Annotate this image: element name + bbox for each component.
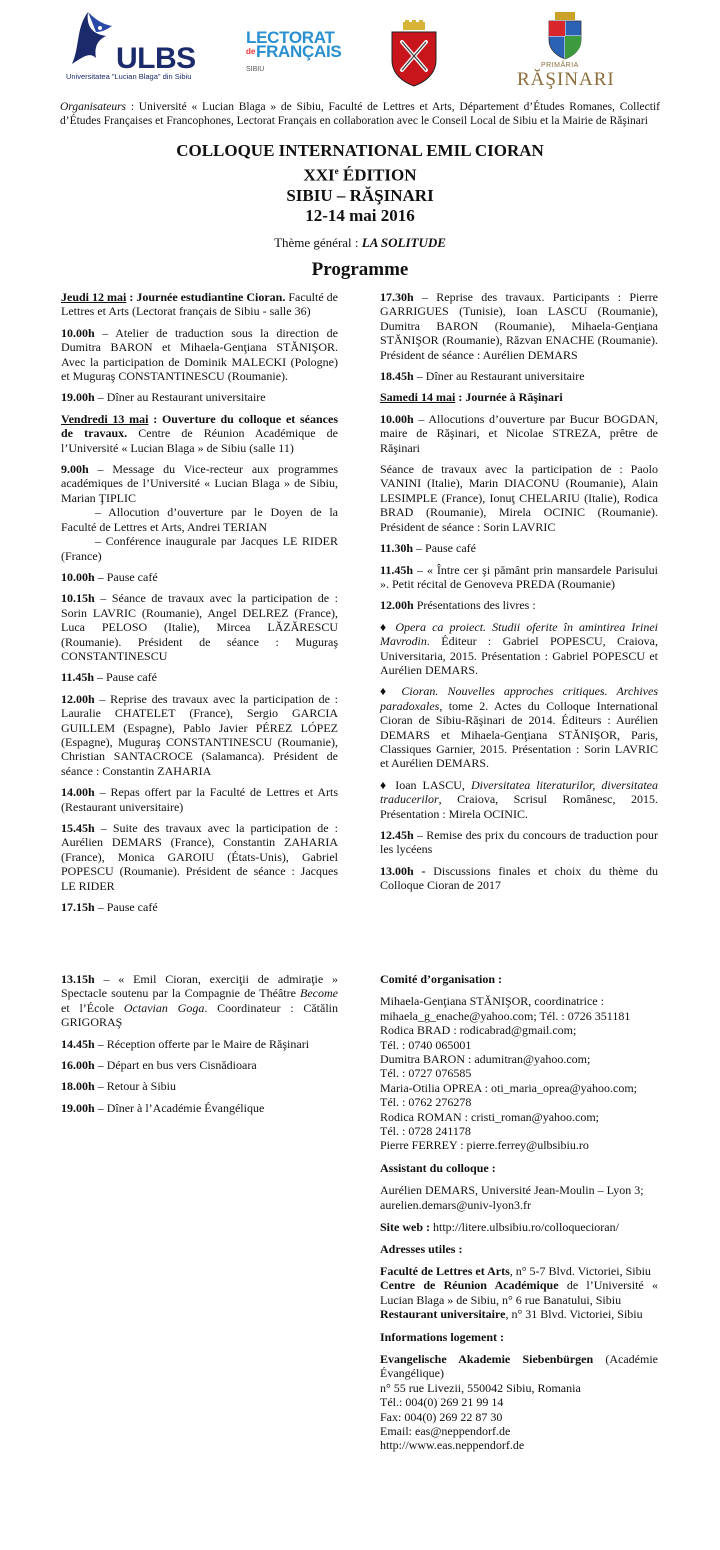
book-item: ♦ Ioan LASCU, Diversitatea literaturilor, diversitatea traducerilor, Craiova, Scrisul Românesc, 2015. Présentation : Mirela OCINIC.: [380, 777, 659, 821]
ulbs-subtitle: Universitatea "Lucian Blaga" din Sibiu: [66, 72, 192, 81]
dates: 12-14 mai 2016: [305, 205, 415, 225]
event-item: 13.00h - Discussions finales et choix du thème du Colloque Cioran de 2017: [380, 863, 658, 893]
lodging-line: Evangelische Akademie Siebenbürgen (Académie Évangélique): [380, 1351, 658, 1381]
lodging-line: Fax: 004(0) 269 22 87 30: [380, 1409, 503, 1424]
event-item: 10.15h – Séance de travaux avec la participation de : Sorin LAVRIC (Roumanie), Angel DELREZ (France), Luca PELOSO (Italie), Mircea LĂZĂRESCU (Roumanie). Président de séance : Muguraş CONSTANTINESCU: [61, 591, 338, 663]
event-item: 14.00h – Repas offert par la Faculté de Lettres et Arts (Restaurant universitaire): [61, 785, 338, 814]
contact-line[interactable]: Pierre FERREY : pierre.ferrey@ulbsibiu.ro: [380, 1138, 589, 1153]
diamond-bullet-icon: ♦: [380, 777, 396, 792]
contact-line: Tél. : 0728 241178: [380, 1124, 471, 1139]
address-line: Centre de Réunion Académique de l’Université « Lucian Blaga » de Sibiu, n° 6 rue Banatului, Sibiu: [380, 1278, 658, 1307]
event-item: 11.30h – Pause café: [380, 541, 476, 556]
event-item: 19.00h – Dîner au Restaurant universitaire: [61, 390, 266, 405]
event-item: 12.00h – Reprise des travaux avec la participation de : Lauralie CHATELET (France), Sergio GARCIA GUILLEM (Espagne), Pablo Javier PÉREZ LÓPEZ (Espagne), Muguraş CONSTANTINESCU (Roumanie), Christian SANTACROCE (Salamanca). Président de séance : Constantin ZAHARIA: [61, 691, 338, 778]
title-block: [60, 141, 660, 281]
day-friday: Vendredi 13 mai : Ouverture du colloque et séances de travaux. Centre de Réunion Académique de l’Université « Lucian Blaga » de Sibiu (salle 11): [61, 411, 339, 455]
saturday-afternoon-column: [61, 972, 338, 1122]
event-item: 9.00h – Message du Vice-recteur aux programmes académiques de l’Université « Lucian Blaga » de Sibiu, Marian ŢIPLIC: [61, 462, 338, 505]
programme-heading: Programme: [311, 258, 409, 280]
lectorat-line1: LECTORAT: [246, 28, 335, 47]
assistant-email[interactable]: aurelien.demars@univ-lyon3.fr: [380, 1197, 532, 1212]
primaria-logo: [515, 12, 615, 90]
organisers-text: : Université « Lucian Blaga » de Sibiu, Faculté de Lettres et Arts, Département d’Études Romanes, Collectif d’Études Françaises et Francophones, Lectorat Français en collaboration avec le Conseil Local de Sibiu et la Mairie de Răşinari: [60, 101, 660, 127]
lodging-line: Tél.: 004(0) 269 21 99 14: [380, 1395, 504, 1410]
contact-line: Tél. : 0727 076585: [380, 1066, 472, 1081]
event-item: Séance de travaux avec la participation de : Paolo VANINI (Italie), Marin DIACONU (Roumanie), Alain LESIMPLE (France), Ionuţ CHELARIU (Italie), Rodica BRAD (Roumanie), Mirela OCINIC (Roumanie). Président de séance : Sorin LAVRIC: [380, 462, 658, 534]
event-item: 15.45h – Suite des travaux avec la participation de : Aurélien DEMARS (France), Constantin ZAHARIA (France), Monica GAROIU (États-Unis), Gabriel POPESCU (Roumanie). Président de séance : Jacques LE RIDER: [61, 821, 338, 893]
lectorat-city: SIBIU: [246, 66, 265, 73]
event-item: 10.00h – Allocutions d’ouverture par Bucur BOGDAN, maire de Răşinari, et Nicolae STREZA, prêtre de Răşinari: [380, 411, 658, 455]
book-item: ♦ Opera ca proiect. Studii oferite în amintirea Irinei Mavrodin. Éditeur : Gabriel POPESCU, Craiova, Universitaria, 2015. Présentation : Gabriel POPESCU et Aurélien DEMARS.: [380, 619, 659, 677]
event-subitem: – Allocution d’ouverture par le Doyen de la Faculté de Lettres et Arts, Andrei TERIAN: [61, 505, 338, 534]
book-item: ♦ Cioran. Nouvelles approches critiques. Archives paradoxales, tome 2. Actes du Colloque International Cioran de Sibiu-Răşinari de 2014. Éditeurs : Aurélien DEMARS et Mihaela-Genţiana STĂNIŞOR, Paris, Classiques Garnier, 2015. Présentation : Sorin LAVRIC et Aurélien DEMARS.: [380, 684, 658, 771]
event-item: 11.45h – « Între cer şi pământ prin mansardele Parisului ». Petit récital de Genoveva PREDA (Roumanie): [380, 562, 658, 591]
theme: Thème général : LA SOLITUDE: [274, 234, 446, 250]
lodging-line: n° 55 rue Livezii, 550042 Sibiu, Romania: [380, 1380, 581, 1395]
coat-of-arms-logo: [389, 20, 439, 88]
day-saturday: Samedi 14 mai : Journée à Răşinari: [380, 390, 563, 405]
place: SIBIU – RĂŞINARI: [286, 185, 434, 205]
event-item: 17.30h – Reprise des travaux. Participants : Pierre GARRIGUES (Tunisie), Ioan LASCU (Roumanie), Dumitra BARON (Roumanie), Mihaela-Genţiana STĂNIŞOR (Roumanie), Răzvan ENACHE (Roumanie). Président de séance : Aurélien DEMARS: [380, 290, 658, 362]
site-link[interactable]: http://litere.ulbsibiu.ro/colloquecioran/: [430, 1220, 619, 1235]
eagle-icon: [66, 6, 116, 70]
diamond-bullet-icon: ♦: [380, 684, 402, 699]
programme-right-column: [380, 290, 658, 900]
event-item: 12.45h – Remise des prix du concours de traduction pour les lycéens: [380, 828, 658, 857]
assistant-line: Aurélien DEMARS, Université Jean-Moulin – Lyon 3;: [380, 1183, 644, 1198]
contact-line: Mihaela-Genţiana STĂNIŞOR, coordinatrice :: [380, 994, 604, 1009]
event-item: 17.15h – Pause café: [61, 900, 158, 915]
address-line: Faculté de Lettres et Arts, n° 5-7 Blvd. Victoriei, Sibiu: [380, 1263, 651, 1278]
event-item: 14.45h – Réception offerte par le Maire de Răşinari: [61, 1036, 310, 1051]
contact-line: Tél. : 0762 276278: [380, 1095, 472, 1110]
ulbs-logo: [66, 6, 206, 84]
event-item: 16.00h – Départ en bus vers Cisnădioara: [61, 1058, 257, 1073]
diamond-bullet-icon: ♦: [380, 619, 396, 634]
event-item: 19.00h – Dîner à l’Académie Évangélique: [61, 1100, 265, 1115]
edition: XXIe ÉDITION: [303, 165, 417, 185]
event-item: 18.00h – Retour à Sibiu: [61, 1079, 177, 1094]
event-item: 10.00h – Atelier de traduction sous la direction de Dumitra BARON et Mihaela-Genţiana STĂNIŞOR. Avec la participation de Dominik MALECKI (Pologne) et Muguraş CONSTANTINESCU (Roumanie).: [61, 325, 338, 384]
theme-value: LA SOLITUDE: [361, 234, 446, 250]
ulbs-name: ULBS: [116, 42, 196, 75]
logo-bar: [0, 0, 720, 96]
site-web: Site web : http://litere.ulbsibiu.ro/colloquecioran/: [380, 1220, 619, 1235]
lodging-email[interactable]: Email: eas@neppendorf.de: [380, 1423, 511, 1438]
lodging-heading: Informations logement :: [380, 1329, 504, 1344]
day-thursday: Jeudi 12 mai : Journée estudiantine Cioran. Faculté de Lettres et Arts (Lectorat français de Sibiu - salle 36): [61, 290, 338, 319]
event-item: 13.15h – « Emil Cioran, exerciţii de admiraţie » Spectacle soutenu par la Compagnie de Théâtre Become et l’École Octavian Goga. Coordinateur : Cătălin GRIGORAŞ: [61, 972, 339, 1030]
event-subitem: – Conférence inaugurale par Jacques LE RIDER (France): [61, 534, 338, 563]
lodging-website[interactable]: http://www.eas.neppendorf.de: [380, 1438, 525, 1453]
contact-line: Tél. : 0740 065001: [380, 1037, 472, 1052]
contact-line[interactable]: mihaela_g_enache@yahoo.com; Tél. : 0726 351181: [380, 1008, 631, 1023]
contact-line[interactable]: Dumitra BARON : adumitran@yahoo.com;: [380, 1052, 591, 1067]
event-item: 10.00h – Pause café: [61, 569, 158, 584]
assistant-heading: Assistant du colloque :: [380, 1160, 496, 1175]
contact-line[interactable]: Rodica BRAD : rodicabrad@gmail.com;: [380, 1023, 577, 1038]
lectorat-line2: FRANÇAIS: [256, 42, 342, 61]
event-item: 12.00h Présentations des livres :: [380, 598, 536, 613]
organisers: [60, 100, 660, 128]
shield-icon: [389, 20, 439, 88]
contact-line[interactable]: Rodica ROMAN : cristi_roman@yahoo.com;: [380, 1109, 600, 1124]
lectorat-de: de: [246, 47, 256, 56]
committee-heading: Comité d’organisation :: [380, 972, 502, 986]
contact-line[interactable]: Maria-Otilia OPREA : oti_maria_oprea@yahoo.com;: [380, 1080, 637, 1095]
event-item: 11.45h – Pause café: [61, 670, 157, 685]
programme-left-column: [61, 290, 338, 921]
primaria-label: PRIMĂRIA: [541, 62, 579, 69]
address-line: Restaurant universitaire, n° 31 Blvd. Victoriei, Sibiu: [380, 1307, 643, 1322]
lectorat-logo: [246, 28, 346, 78]
organisers-label: Organisateurs: [60, 101, 127, 113]
primaria-name: RĂŞINARI: [517, 69, 615, 90]
town-shield-icon: [545, 12, 585, 60]
addresses-heading: Adresses utiles :: [380, 1241, 463, 1256]
event-item: 18.45h – Dîner au Restaurant universitaire: [380, 369, 585, 384]
colloque-title: COLLOQUE INTERNATIONAL EMIL CIORAN: [176, 141, 544, 160]
contacts-column: [380, 972, 658, 1453]
